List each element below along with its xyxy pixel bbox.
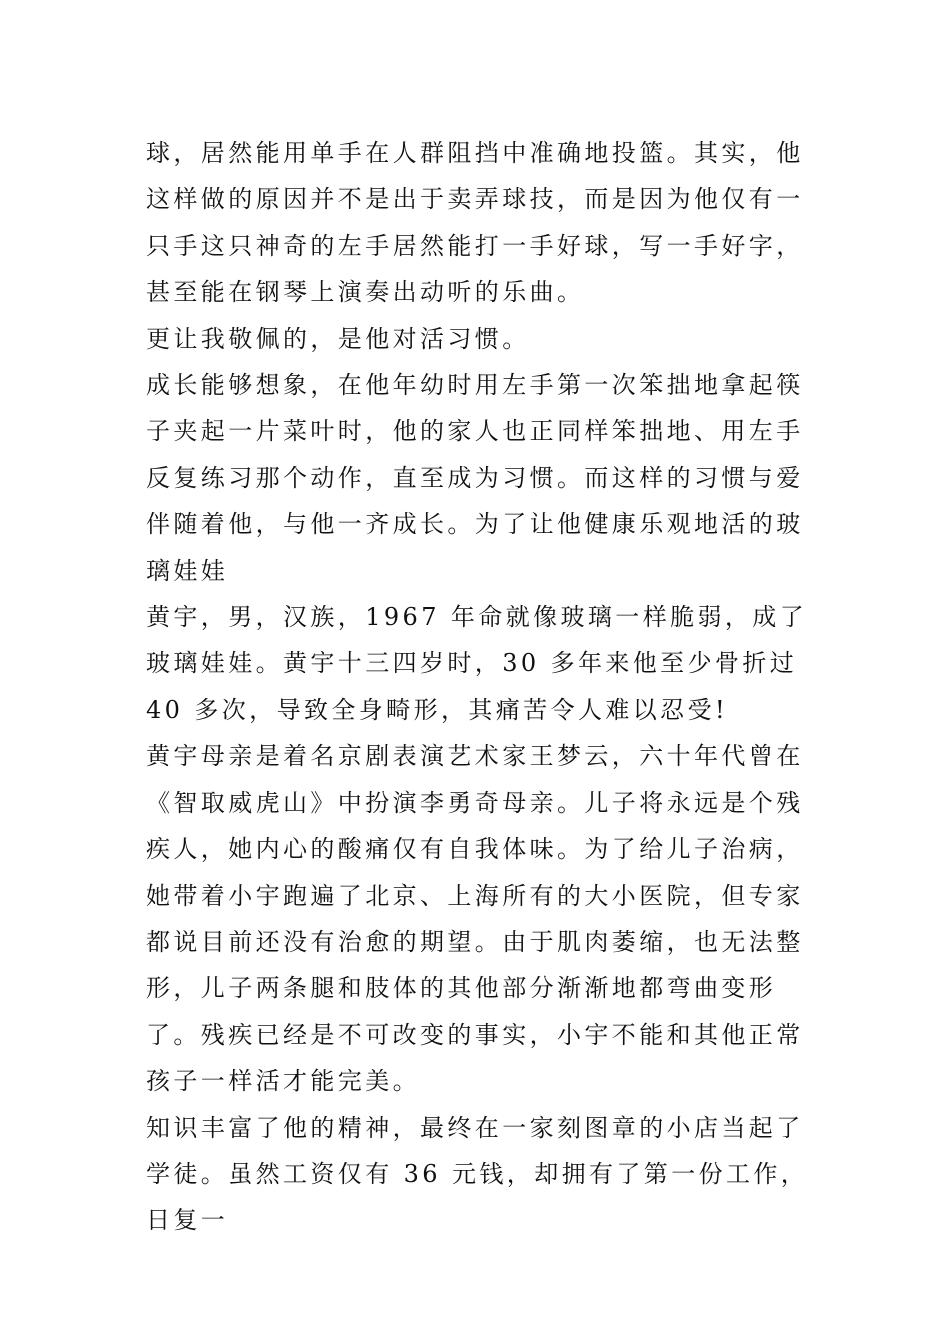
paragraph-2: 更让我敬佩的，是他对活习惯。 bbox=[146, 324, 530, 353]
body-text bbox=[146, 130, 816, 1244]
paragraph-4: 黄宇，男，汉族，1967 年命就像玻璃一样脆弱，成了玻璃娃娃。黄宇十三四岁时，30 多年来他至少骨折过 40 多次，导致全身畸形，其痛苦令人难以忍受! bbox=[146, 603, 808, 724]
paragraph-6: 知识丰富了他的精神，最终在一家刻图章的小店当起了学徒。虽然工资仅有 36 元钱，却拥有了第一份工作，日复一 bbox=[146, 1113, 809, 1235]
paragraph-5: 黄宇母亲是着名京剧表演艺术家王梦云，六十年代曾在《智取威虎山》中扮演李勇奇母亲。儿子将永远是个残疾人，她内心的酸痛仅有自我体味。为了给儿子治病，她带着小宇跑遍了北京、上海所有的大小医院，但专家都说目前还没有治愈的期望。由于肌肉萎缩，也无法整形，儿子两条腿和肢体的其他部分渐渐地都弯曲变形了。残疾已经是不可改变的事实，小宇不能和其他正常孩子一样活才能完美。 bbox=[146, 742, 804, 1096]
paragraph-3: 成长能够想象，在他年幼时用左手第一次笨拙地拿起筷子夹起一片菜叶时，他的家人也正同样笨拙地、用左手反复练习那个动作，直至成为习惯。而这样的习惯与爱伴随着他，与他一齐成长。为了让他健康乐观地活的玻璃娃娃 bbox=[146, 371, 804, 585]
paragraph-1: 球，居然能用单手在人群阻挡中准确地投篮。其实，他这样做的原因并不是出于卖弄球技，而是因为他仅有一只手这只神奇的左手居然能打一手好球，写一手好字，甚至能在钢琴上演奏出动听的乐曲。 bbox=[146, 139, 804, 307]
